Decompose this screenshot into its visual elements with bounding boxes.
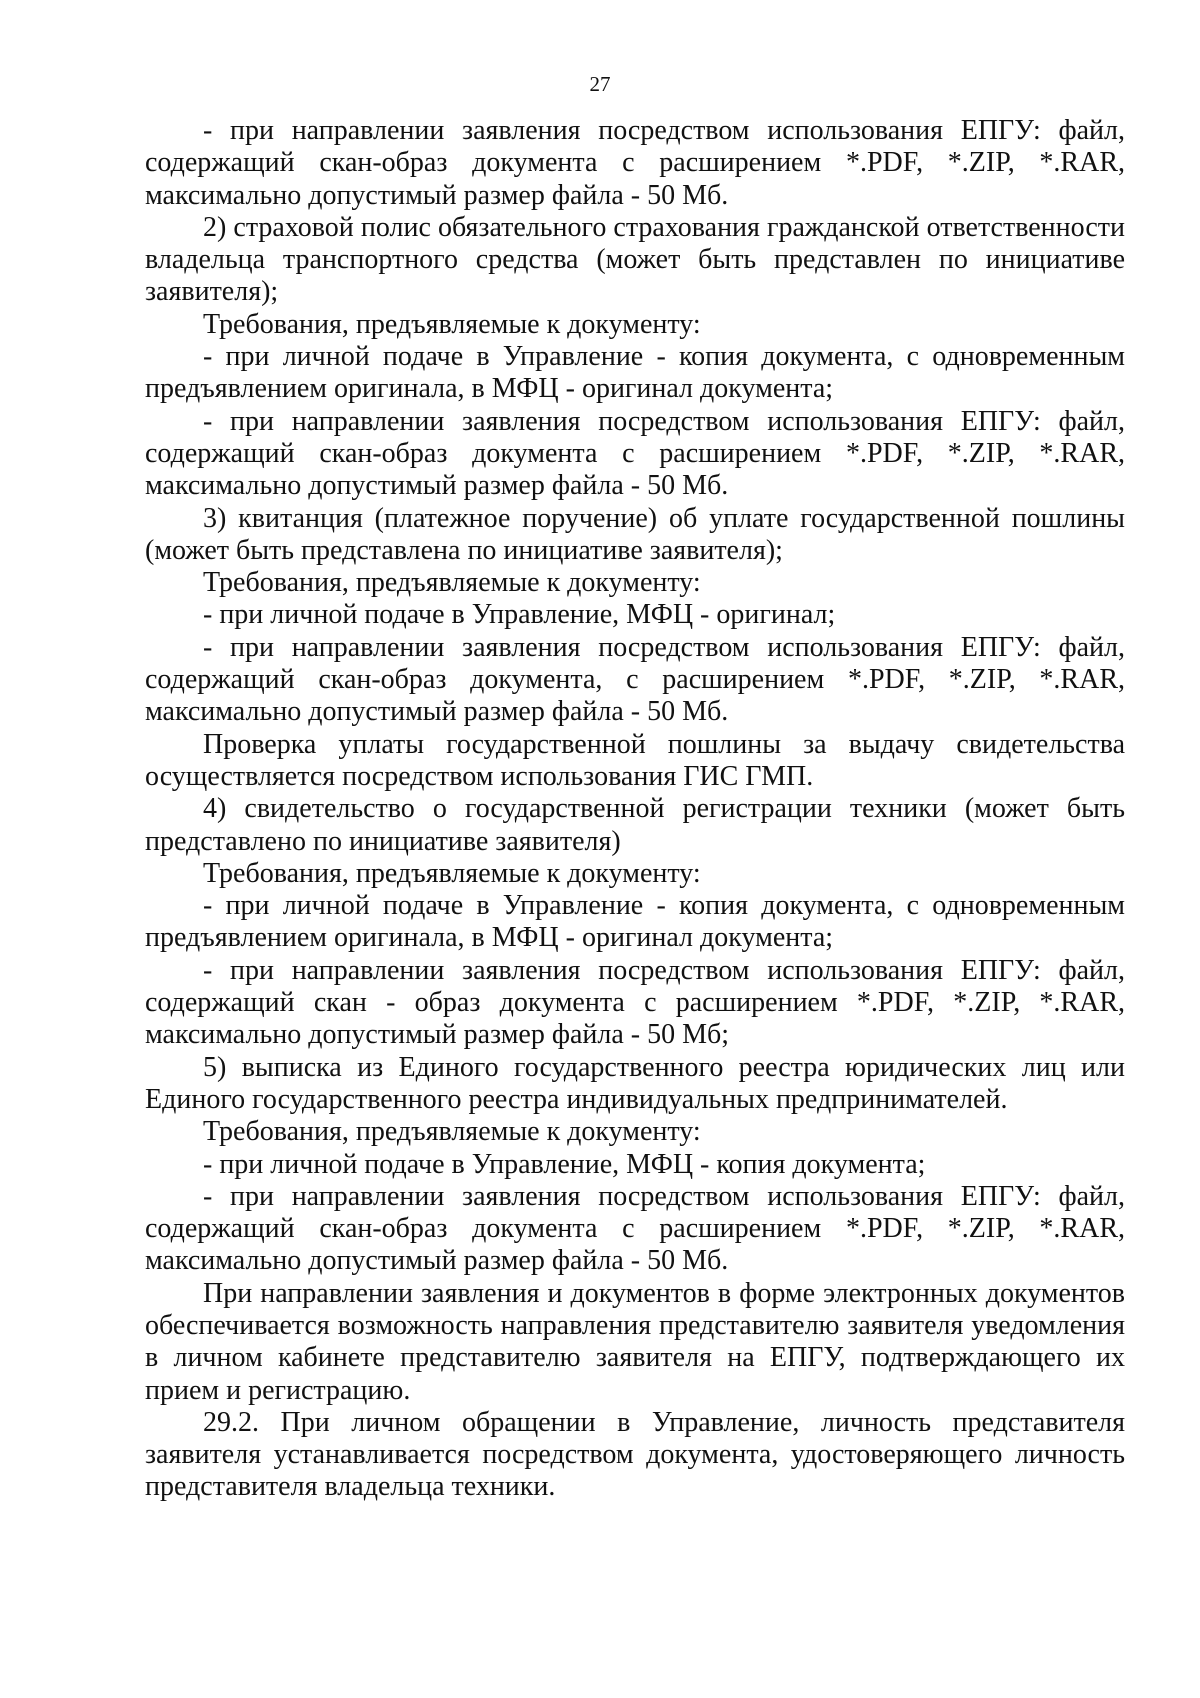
paragraph: Проверка уплаты государственной пошлины за выдачу свидетельства осуществляется посредством использования ГИС ГМП.: [145, 728, 1125, 792]
paragraph: - при личной подаче в Управление - копия документа, с одновременным предъявлением оригинала, в МФЦ - оригинал документа;: [145, 890, 1125, 954]
paragraph: Требования, предъявляемые к документу:: [203, 567, 701, 599]
paragraph: 4) свидетельство о государственной регистрации техники (может быть представлено по инициативе заявителя): [145, 793, 1125, 857]
paragraph: - при направлении заявления посредством использования ЕПГУ: файл, содержащий скан-образ документа, с расширением *.PDF, *.ZIP, *.RAR, максимально допустимый размер файла - 50 Мб.: [145, 631, 1125, 728]
paragraph: - при личной подаче в Управление, МФЦ - оригинал;: [203, 599, 836, 631]
paragraph: - при направлении заявления посредством использования ЕПГУ: файл, содержащий скан-образ документа с расширением *.PDF, *.ZIP, *.RAR, максимально допустимый размер файла - 50 Мб.: [145, 1180, 1125, 1277]
paragraph: - при направлении заявления посредством использования ЕПГУ: файл, содержащий скан-образ документа с расширением *.PDF, *.ZIP, *.RAR, максимально допустимый размер файла - 50 Мб.: [145, 405, 1125, 502]
document-body: [145, 115, 1125, 1504]
paragraph: - при направлении заявления посредством использования ЕПГУ: файл, содержащий скан - образ документа с расширением *.PDF, *.ZIP, *.RAR, максимально допустимый размер файла - 50 Мб;: [145, 954, 1125, 1051]
paragraph: - при направлении заявления посредством использования ЕПГУ: файл, содержащий скан-образ документа с расширением *.PDF, *.ZIP, *.RAR, максимально допустимый размер файла - 50 Мб.: [145, 115, 1125, 211]
paragraph: При направлении заявления и документов в форме электронных документов обеспечивается возможность направления представителю заявителя уведомления в личном кабинете представителю заявителя на ЕПГУ, подтверждающего их прием и регистрацию.: [145, 1277, 1125, 1406]
paragraph: Требования, предъявляемые к документу:: [203, 308, 701, 340]
page-number: 27: [589, 72, 611, 96]
paragraph: 29.2. При личном обращении в Управление, личность представителя заявителя устанавливается посредством документа, удостоверяющего личность представителя владельца техники.: [145, 1406, 1125, 1503]
paragraph: 3) квитанция (платежное поручение) об уплате государственной пошлины (может быть представлена по инициативе заявителя);: [145, 502, 1125, 566]
paragraph: Требования, предъявляемые к документу:: [203, 1116, 701, 1148]
paragraph: - при личной подаче в Управление, МФЦ - копия документа;: [203, 1148, 926, 1180]
paragraph: - при личной подаче в Управление - копия документа, с одновременным предъявлением оригинала, в МФЦ - оригинал документа;: [145, 341, 1125, 405]
paragraph: Требования, предъявляемые к документу:: [203, 857, 701, 889]
paragraph: 5) выписка из Единого государственного реестра юридических лиц или Единого государственного реестра индивидуальных предпринимателей.: [145, 1051, 1125, 1115]
paragraph: 2) страховой полис обязательного страхования гражданской ответственности владельца транспортного средства (может быть представлен по инициативе заявителя);: [145, 211, 1125, 308]
